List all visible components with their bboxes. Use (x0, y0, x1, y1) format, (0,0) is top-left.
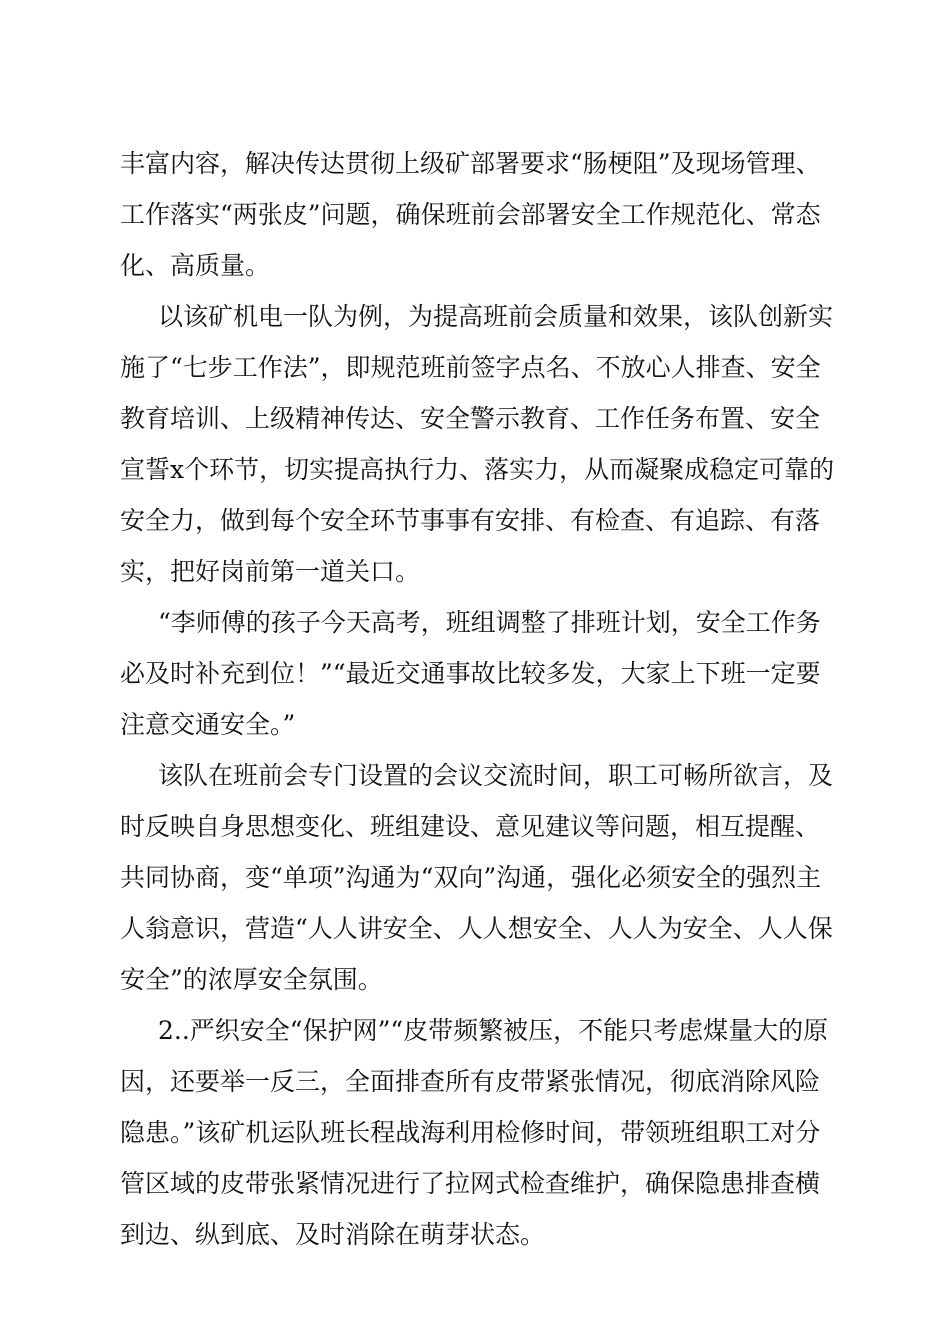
paragraph-communication: 该队在班前会专门设置的会议交流时间，职工可畅所欲言，及时反映自身思想变化、班组建设、意见建议等问题，相互提醒、共同协商，变“单项”沟通为“双向”沟通，强化必须安全的强烈主人翁意识，营造“人人讲安全、人人想安全、人人为安全、人人保安全”的浓厚安全氛围。 (120, 761, 834, 994)
paragraph-continuation: 丰富内容，解决传达贯彻上级矿部署要求“肠梗阻”及现场管理、工作落实“两张皮”问题，确保班前会部署安全工作规范化、常态化、高质量。 (120, 149, 821, 280)
document-body (120, 138, 840, 1260)
paragraph-seven-step-method: 以该矿机电一队为例，为提高班前会质量和效果，该队创新实施了“七步工作法”，即规范班前签字点名、不放心人排查、安全教育培训、上级精神传达、安全警示教育、工作任务布置、安全宣誓x个环节，切实提高执行力、落实力，从而凝聚成稳定可靠的安全力，做到每个安全环节事事有安排、有检查、有追踪、有落实，把好岗前第一道关口。 (120, 302, 835, 586)
paragraph-quote: “李师傅的孩子今天高考，班组调整了排班计划，安全工作务必及时补充到位！”“最近交通事故比较多发，大家上下班一定要注意交通安全。” (120, 608, 821, 739)
paragraph-protection-net: 2..严织安全“保护网”“皮带频繁被压，不能只考虑煤量大的原因，还要举一反三，全面排查所有皮带紧张情况，彻底消除风险隐患。”该矿机运队班长程战海利用检修时间，带领班组职工对分管区域的皮带张紧情况进行了拉网式检查维护，确保隐患排查横到边、纵到底、及时消除在萌芽状态。 (120, 1016, 829, 1249)
